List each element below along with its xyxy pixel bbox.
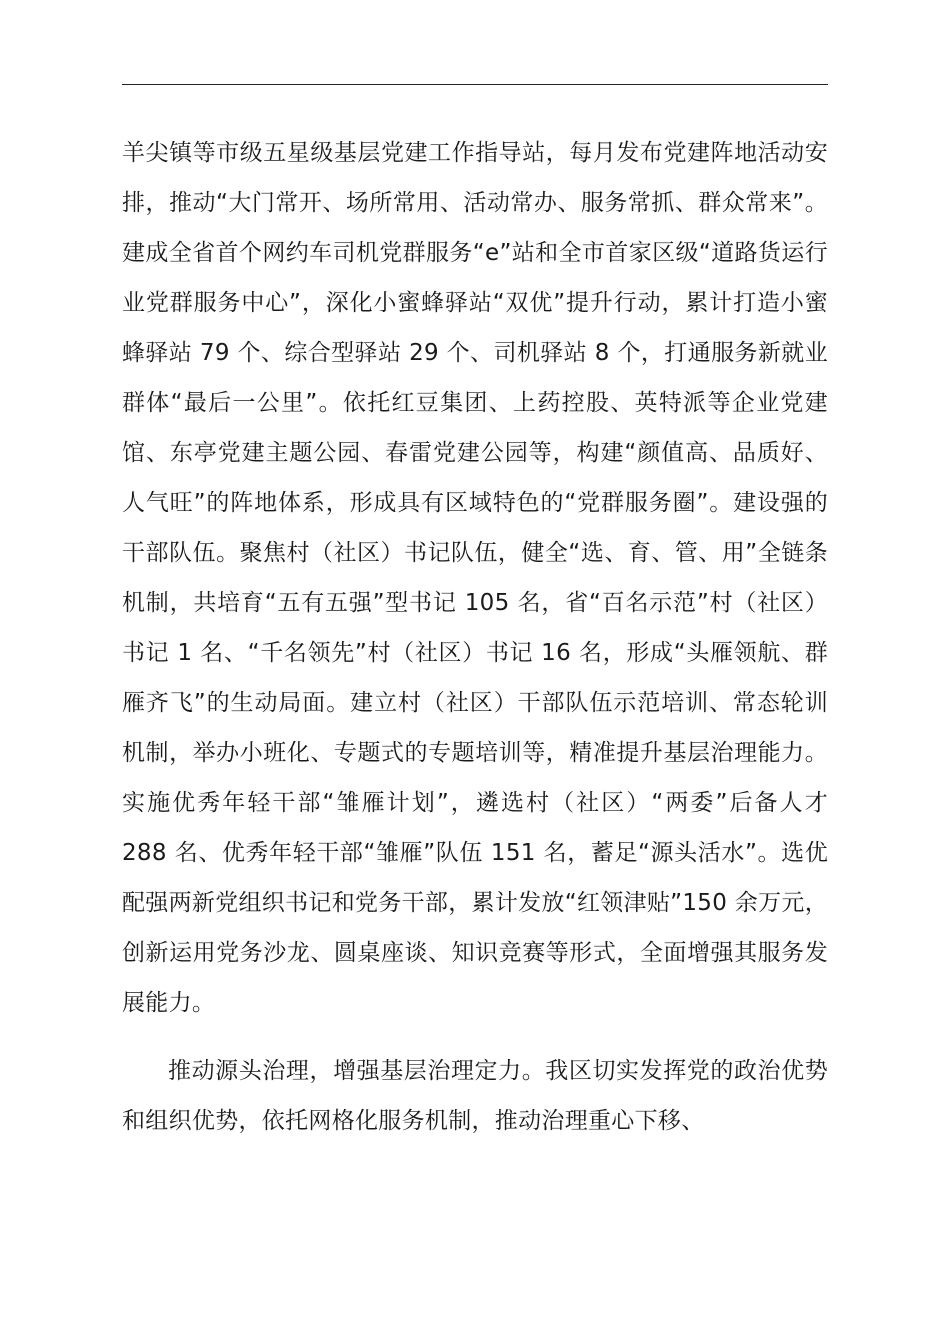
- paragraph-2: 推动源头治理，增强基层治理定力。我区切实发挥党的政治优势和组织优势，依托网格化服务机制，推动治理重心下移、: [122, 1058, 828, 1134]
- header-rule: [122, 84, 828, 85]
- body-text: [122, 128, 828, 1146]
- paragraph-1: 羊尖镇等市级五星级基层党建工作指导站，每月发布党建阵地活动安排，推动“大门常开、场所常用、活动常办、服务常抓、群众常来”。建成全省首个网约车司机党群服务“e”站和全市首家区级“道路货运行业党群服务中心”，深化小蜜蜂驿站“双优”提升行动，累计打造小蜜蜂驿站 79 个、综合型驿站 29 个、司机驿站 8 个，打通服务新就业群体“最后一公里”。依托红豆集团、上药控股、英特派等企业党建馆、东亭党建主题公园、春雷党建公园等，构建“颜值高、品质好、人气旺”的阵地体系，形成具有区域特色的“党群服务圈”。建设强的干部队伍。聚焦村（社区）书记队伍，健全“选、育、管、用”全链条机制，共培育“五有五强”型书记 105 名，省“百名示范”村（社区）书记 1 名、“千名领先”村（社区）书记 16 名，形成“头雁领航、群雁齐飞”的生动局面。建立村（社区）干部队伍示范培训、常态轮训机制，举办小班化、专题式的专题培训等，精准提升基层治理能力。实施优秀年轻干部“雏雁计划”，遴选村（社区）“两委”后备人才 288 名、优秀年轻干部“雏雁”队伍 151 名，蓄足“源头活水”。选优配强两新党组织书记和党务干部，累计发放“红领津贴”150 余万元，创新运用党务沙龙、圆桌座谈、知识竞赛等形式，全面增强其服务发展能力。: [122, 140, 828, 1016]
